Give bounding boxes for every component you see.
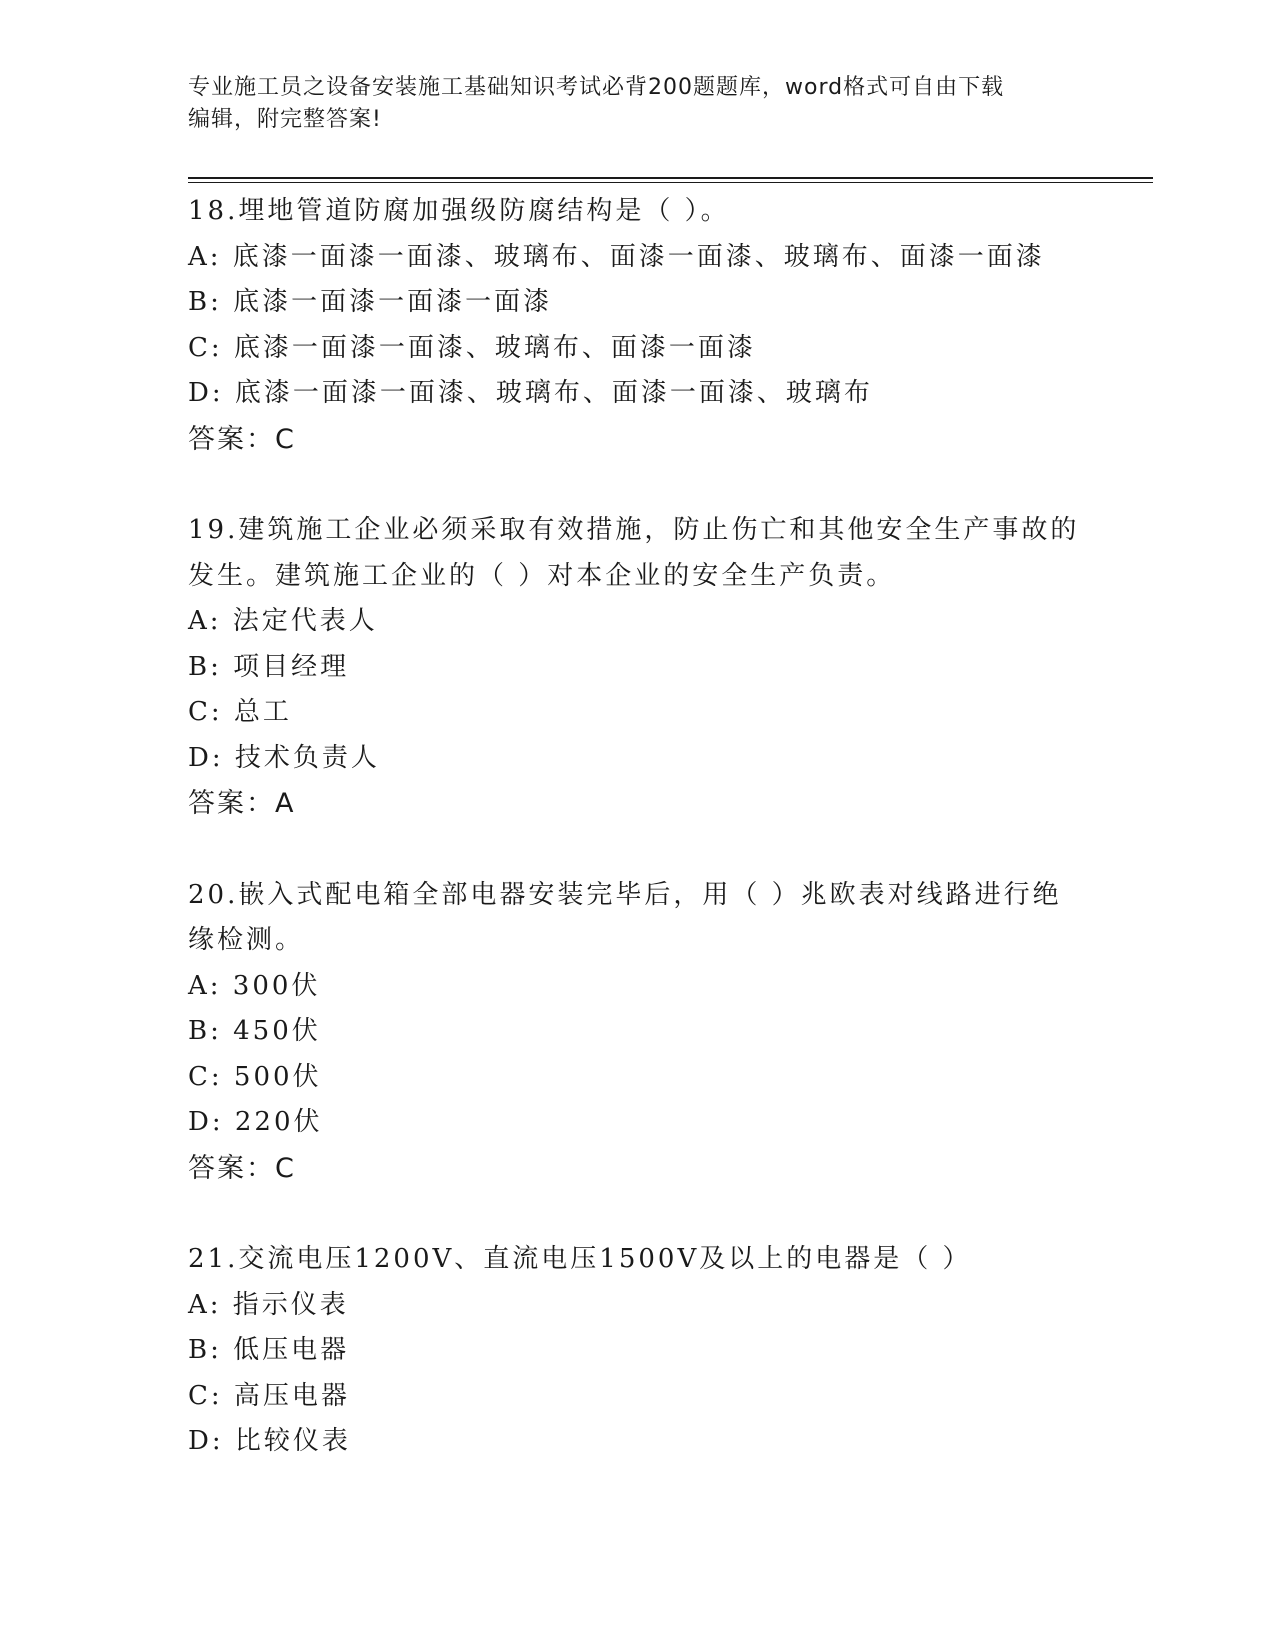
header-divider-thick — [188, 177, 1153, 179]
question-stem: 19.建筑施工企业必须采取有效措施，防止伤亡和其他安全生产事故的 — [188, 515, 1080, 545]
option-c: C: 500伏 — [188, 1061, 322, 1092]
header-line-2: 编辑，附完整答案! — [188, 107, 382, 132]
question-19 — [188, 508, 1108, 827]
question-stem: 18.埋地管道防腐加强级防腐结构是（ ）。 — [188, 196, 730, 226]
page-header — [188, 72, 1088, 136]
question-stem-continued: 发生。建筑施工企业的（ ）对本企业的安全生产负责。 — [188, 560, 896, 591]
option-c: C: 底漆一面漆一面漆、玻璃布、面漆一面漆 — [188, 332, 756, 363]
option-b: B: 项目经理 — [188, 651, 350, 682]
option-a: A: 指示仪表 — [188, 1289, 349, 1320]
option-b: B: 450伏 — [188, 1016, 321, 1046]
answer-text: 答案：C — [188, 1152, 296, 1184]
question-20 — [188, 873, 1108, 1192]
option-a: A: 底漆一面漆一面漆、玻璃布、面漆一面漆、玻璃布、面漆一面漆 — [188, 241, 1045, 272]
option-c: C: 高压电器 — [188, 1380, 350, 1411]
header-line-1: 专业施工员之设备安装施工基础知识考试必背200题题库，word格式可自由下载 — [188, 75, 1005, 100]
header-divider-thin — [188, 182, 1153, 183]
option-a: A: 法定代表人 — [188, 606, 378, 636]
question-stem-continued: 缘检测。 — [188, 925, 305, 955]
option-d: D: 底漆一面漆一面漆、玻璃布、面漆一面漆、玻璃布 — [188, 378, 873, 408]
option-b: B: 低压电器 — [188, 1335, 350, 1365]
option-d: D: 220伏 — [188, 1107, 323, 1137]
answer-text: 答案：A — [188, 788, 296, 819]
question-stem: 20.嵌入式配电箱全部电器安装完毕后，用（ ）兆欧表对线路进行绝 — [188, 879, 1062, 910]
option-a: A: 300伏 — [188, 970, 321, 1001]
answer-text: 答案：C — [188, 423, 296, 455]
option-c: C: 总工 — [188, 697, 292, 727]
question-18 — [188, 189, 1108, 462]
question-stem: 21.交流电压1200V、直流电压1500V及以上的电器是（ ） — [188, 1244, 972, 1274]
question-list — [188, 189, 1108, 1511]
option-b: B: 底漆一面漆一面漆一面漆 — [188, 287, 553, 317]
option-d: D: 比较仪表 — [188, 1426, 351, 1456]
option-d: D: 技术负责人 — [188, 742, 380, 773]
question-21 — [188, 1237, 1108, 1465]
